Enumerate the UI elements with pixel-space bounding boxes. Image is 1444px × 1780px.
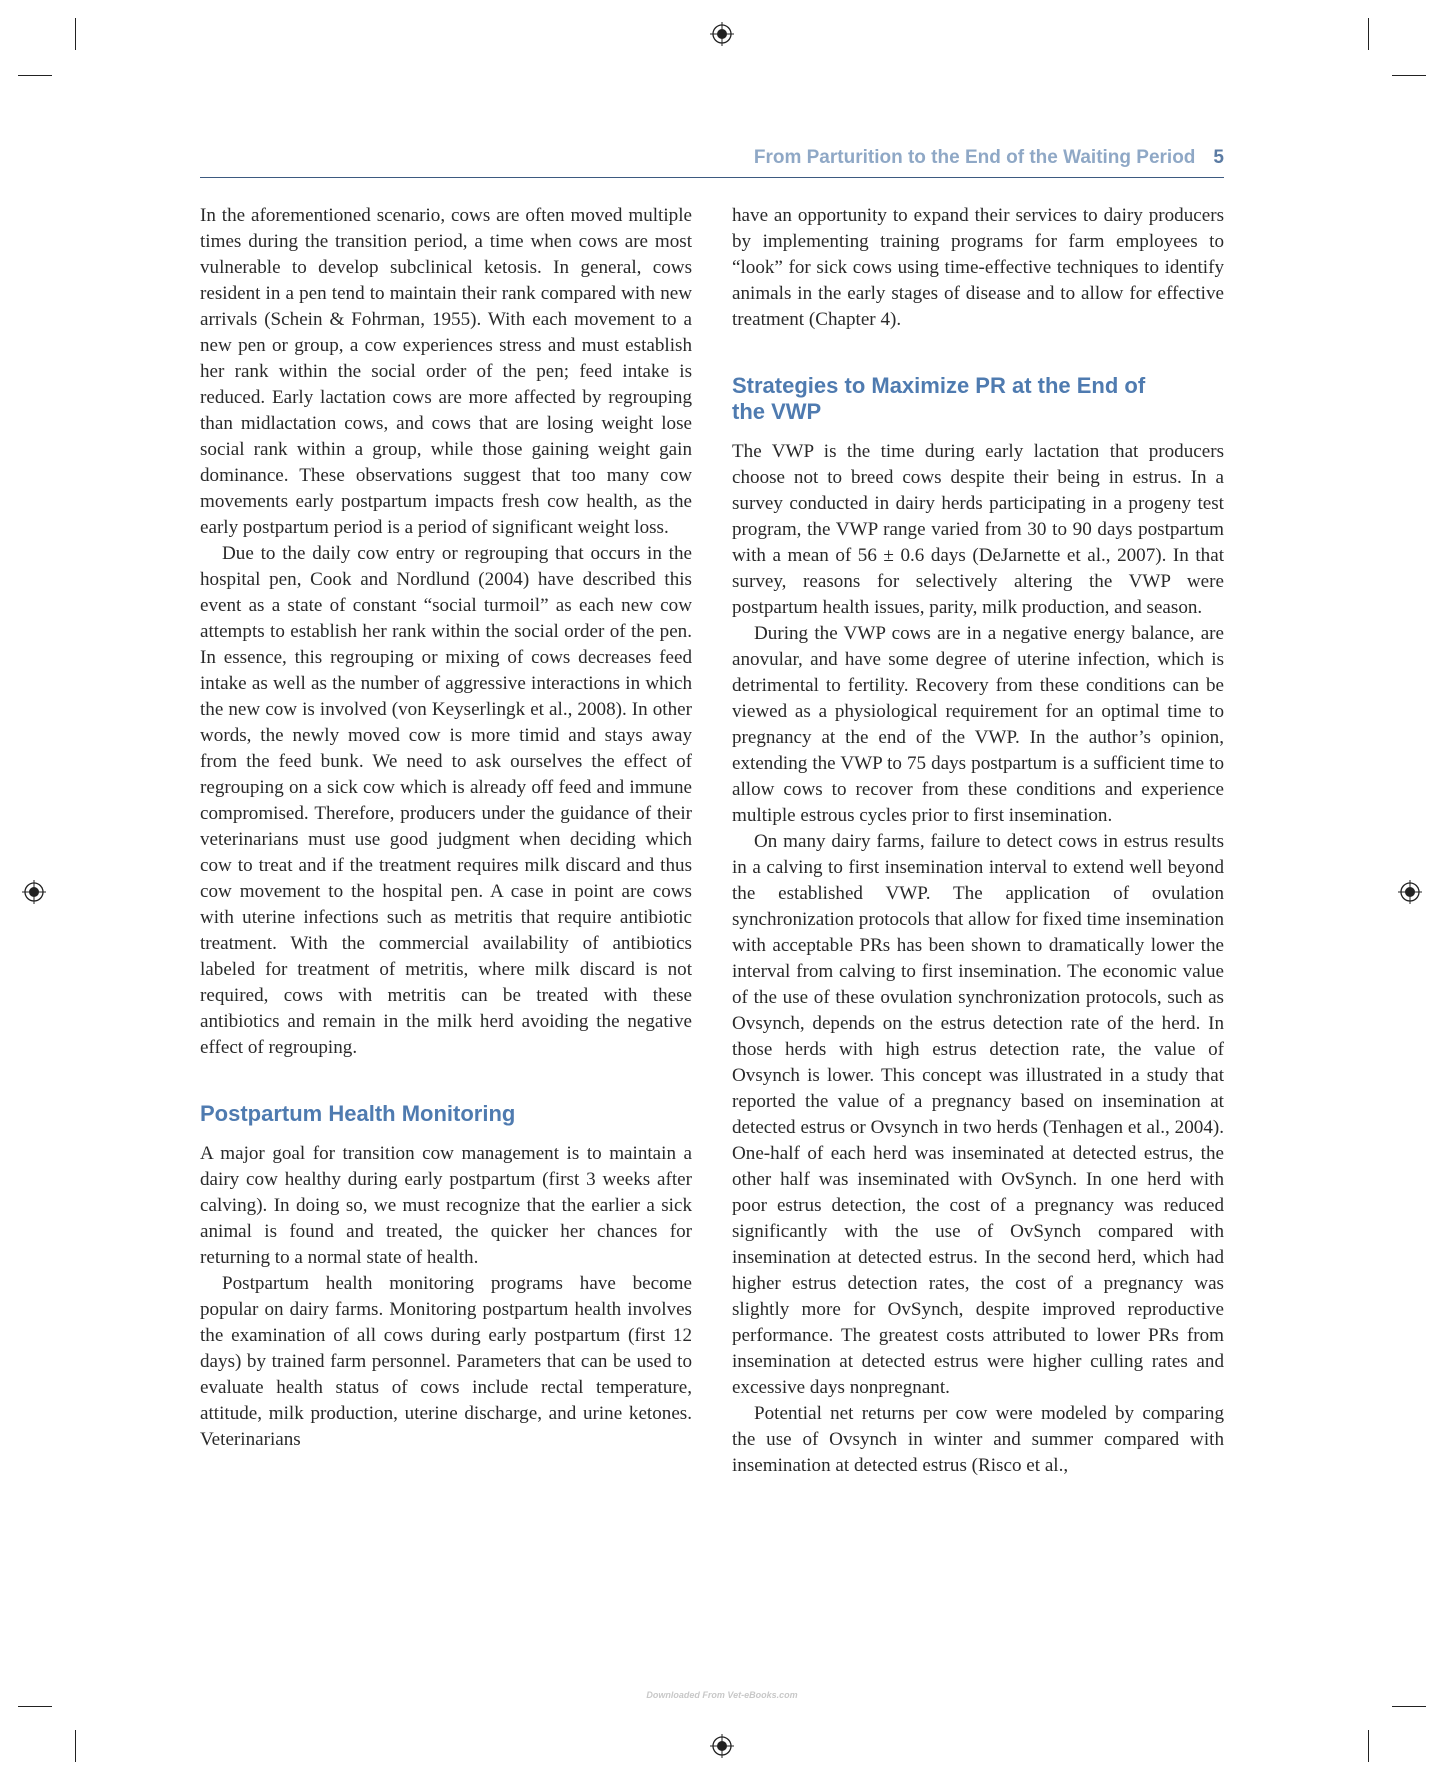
crop-mark-top-left-vertical: [75, 18, 76, 50]
registration-mark-right-icon: [1398, 880, 1422, 904]
body-paragraph: have an opportunity to expand their services to dairy producers by implementing training programs for farm employees to “look” for sick cows using time-effective techniques to identify animals in the early stages of disease and to allow for effective treatment (Chapter 4).: [732, 205, 1224, 330]
crop-mark-bottom-right-horizontal: [1392, 1706, 1426, 1707]
right-column: [732, 203, 1224, 1479]
section-heading-strategies-maximize-pr: Strategies to Maximize PR at the End of the VWP: [732, 373, 1146, 424]
section-heading-postpartum-health-monitoring: Postpartum Health Monitoring: [200, 1101, 516, 1126]
body-paragraph: In the aforementioned scenario, cows are often moved multiple times during the transition period, a time when cows are most vulnerable to develop subclinical ketosis. In general, cows resident in a pen tend to maintain their rank compared with new arrivals (Schein & Fohrman, 1955). With each movement to a new pen or group, a cow experiences stress and must establish her rank within the social order of the pen; feed intake is reduced. Early lactation cows are more affected by regrouping than midlactation cows, and cows that are losing weight lose social rank within a group, while those gaining weight gain dominance. These observations suggest that too many cow movements early postpartum impacts fresh cow health, as the early postpartum period is a period of significant weight loss.: [200, 205, 692, 538]
running-header-title: From Parturition to the End of the Waiting Period: [753, 147, 1196, 168]
crop-mark-bottom-left-horizontal: [18, 1706, 52, 1707]
registration-mark-bottom-icon: [710, 1734, 734, 1758]
body-paragraph: A major goal for transition cow management is to maintain a dairy cow healthy during early postpartum (first 3 weeks after calving). In doing so, we must recognize that the earlier a sick animal is found and treated, the quicker her chances for returning to a normal state of health.: [200, 1143, 692, 1268]
registration-mark-top-icon: [710, 22, 734, 46]
running-header: [200, 146, 1224, 178]
body-paragraph: Postpartum health monitoring programs have become popular on dairy farms. Monitoring postpartum health involves the examination of all cows during early postpartum (first 12 days) by trained farm personnel. Parameters that can be used to evaluate health status of cows include rectal temperature, attitude, milk production, uterine discharge, and urine ketones. Veterinarians: [200, 1273, 692, 1450]
crop-mark-bottom-right-vertical: [1368, 1730, 1369, 1762]
registration-mark-left-icon: [22, 880, 46, 904]
crop-mark-top-right-horizontal: [1392, 75, 1426, 76]
body-paragraph: Potential net returns per cow were modeled by comparing the use of Ovsynch in winter and summer compared with insemination at detected estrus (Risco et al.,: [732, 1403, 1224, 1476]
body-paragraph: Due to the daily cow entry or regrouping that occurs in the hospital pen, Cook and Nordlund (2004) have described this event as a state of constant “social turmoil” as each new cow attempts to establish her rank within the social order of the pen. In essence, this regrouping or mixing of cows decreases feed intake as well as the number of aggressive interactions in which the new cow is involved (von Keyserlingk et al., 2008). In other words, the newly moved cow is more timid and stays away from the feed bunk. We need to ask ourselves the effect of regrouping on a sick cow which is already off feed and immune compromised. Therefore, producers under the guidance of their veterinarians must use good judgment when deciding which cow to treat and if the treatment requires milk discard and thus cow movement to the hospital pen. A case in point are cows with uterine infections such as metritis that require antibiotic treatment. With the commercial availability of antibiotics labeled for treatment of metritis, where milk discard is not required, cows with metritis can be treated with these antibiotics and remain in the milk herd avoiding the negative effect of regrouping.: [200, 543, 692, 1058]
crop-mark-bottom-left-vertical: [75, 1730, 76, 1762]
body-paragraph: During the VWP cows are in a negative energy balance, are anovular, and have some degree of uterine infection, which is detrimental to fertility. Recovery from these conditions can be viewed as a physiological requirement for an optimal time to pregnancy at the end of the VWP. In the author’s opinion, extending the VWP to 75 days postpartum is a sufficient time to allow cows to recover from these conditions and experience multiple estrous cycles prior to first insemination.: [732, 623, 1224, 826]
left-column: [200, 203, 692, 1453]
crop-mark-top-right-vertical: [1368, 18, 1369, 50]
footer-watermark: Downloaded From Vet-eBooks.com: [646, 1690, 798, 1700]
body-paragraph: The VWP is the time during early lactation that producers choose not to breed cows despite their being in estrus. In a survey conducted in dairy herds participating in a progeny test program, the VWP range varied from 30 to 90 days postpartum with a mean of 56 ± 0.6 days (DeJarnette et al., 2007). In that survey, reasons for selectively altering the VWP were postpartum health issues, parity, milk production, and season.: [732, 441, 1224, 618]
crop-mark-top-left-horizontal: [18, 75, 52, 76]
page-number: 5: [1213, 147, 1224, 168]
body-paragraph: On many dairy farms, failure to detect cows in estrus results in a calving to first insemination interval to extend well beyond the established VWP. The application of ovulation synchronization protocols that allow for fixed time insemination with acceptable PRs has been shown to dramatically lower the interval from calving to first insemination. The economic value of the use of these ovulation synchronization protocols, such as Ovsynch, depends on the estrus detection rate of the herd. In those herds with high estrus detection rate, the value of Ovsynch is lower. This concept was illustrated in a study that reported the value of a pregnancy based on insemination at detected estrus or Ovsynch in two herds (Tenhagen et al., 2004). One-half of each herd was inseminated at detected estrus, the other half was inseminated with OvSynch. In one herd with poor estrus detection, the cost of a pregnancy was reduced significantly with the use of OvSynch compared with insemination at detected estrus. In the second herd, which had higher estrus detection rates, the cost of a pregnancy was slightly more for OvSynch, despite improved reproductive performance. The greatest costs attributed to lower PRs from insemination at detected estrus were higher culling rates and excessive days nonpregnant.: [732, 831, 1224, 1398]
